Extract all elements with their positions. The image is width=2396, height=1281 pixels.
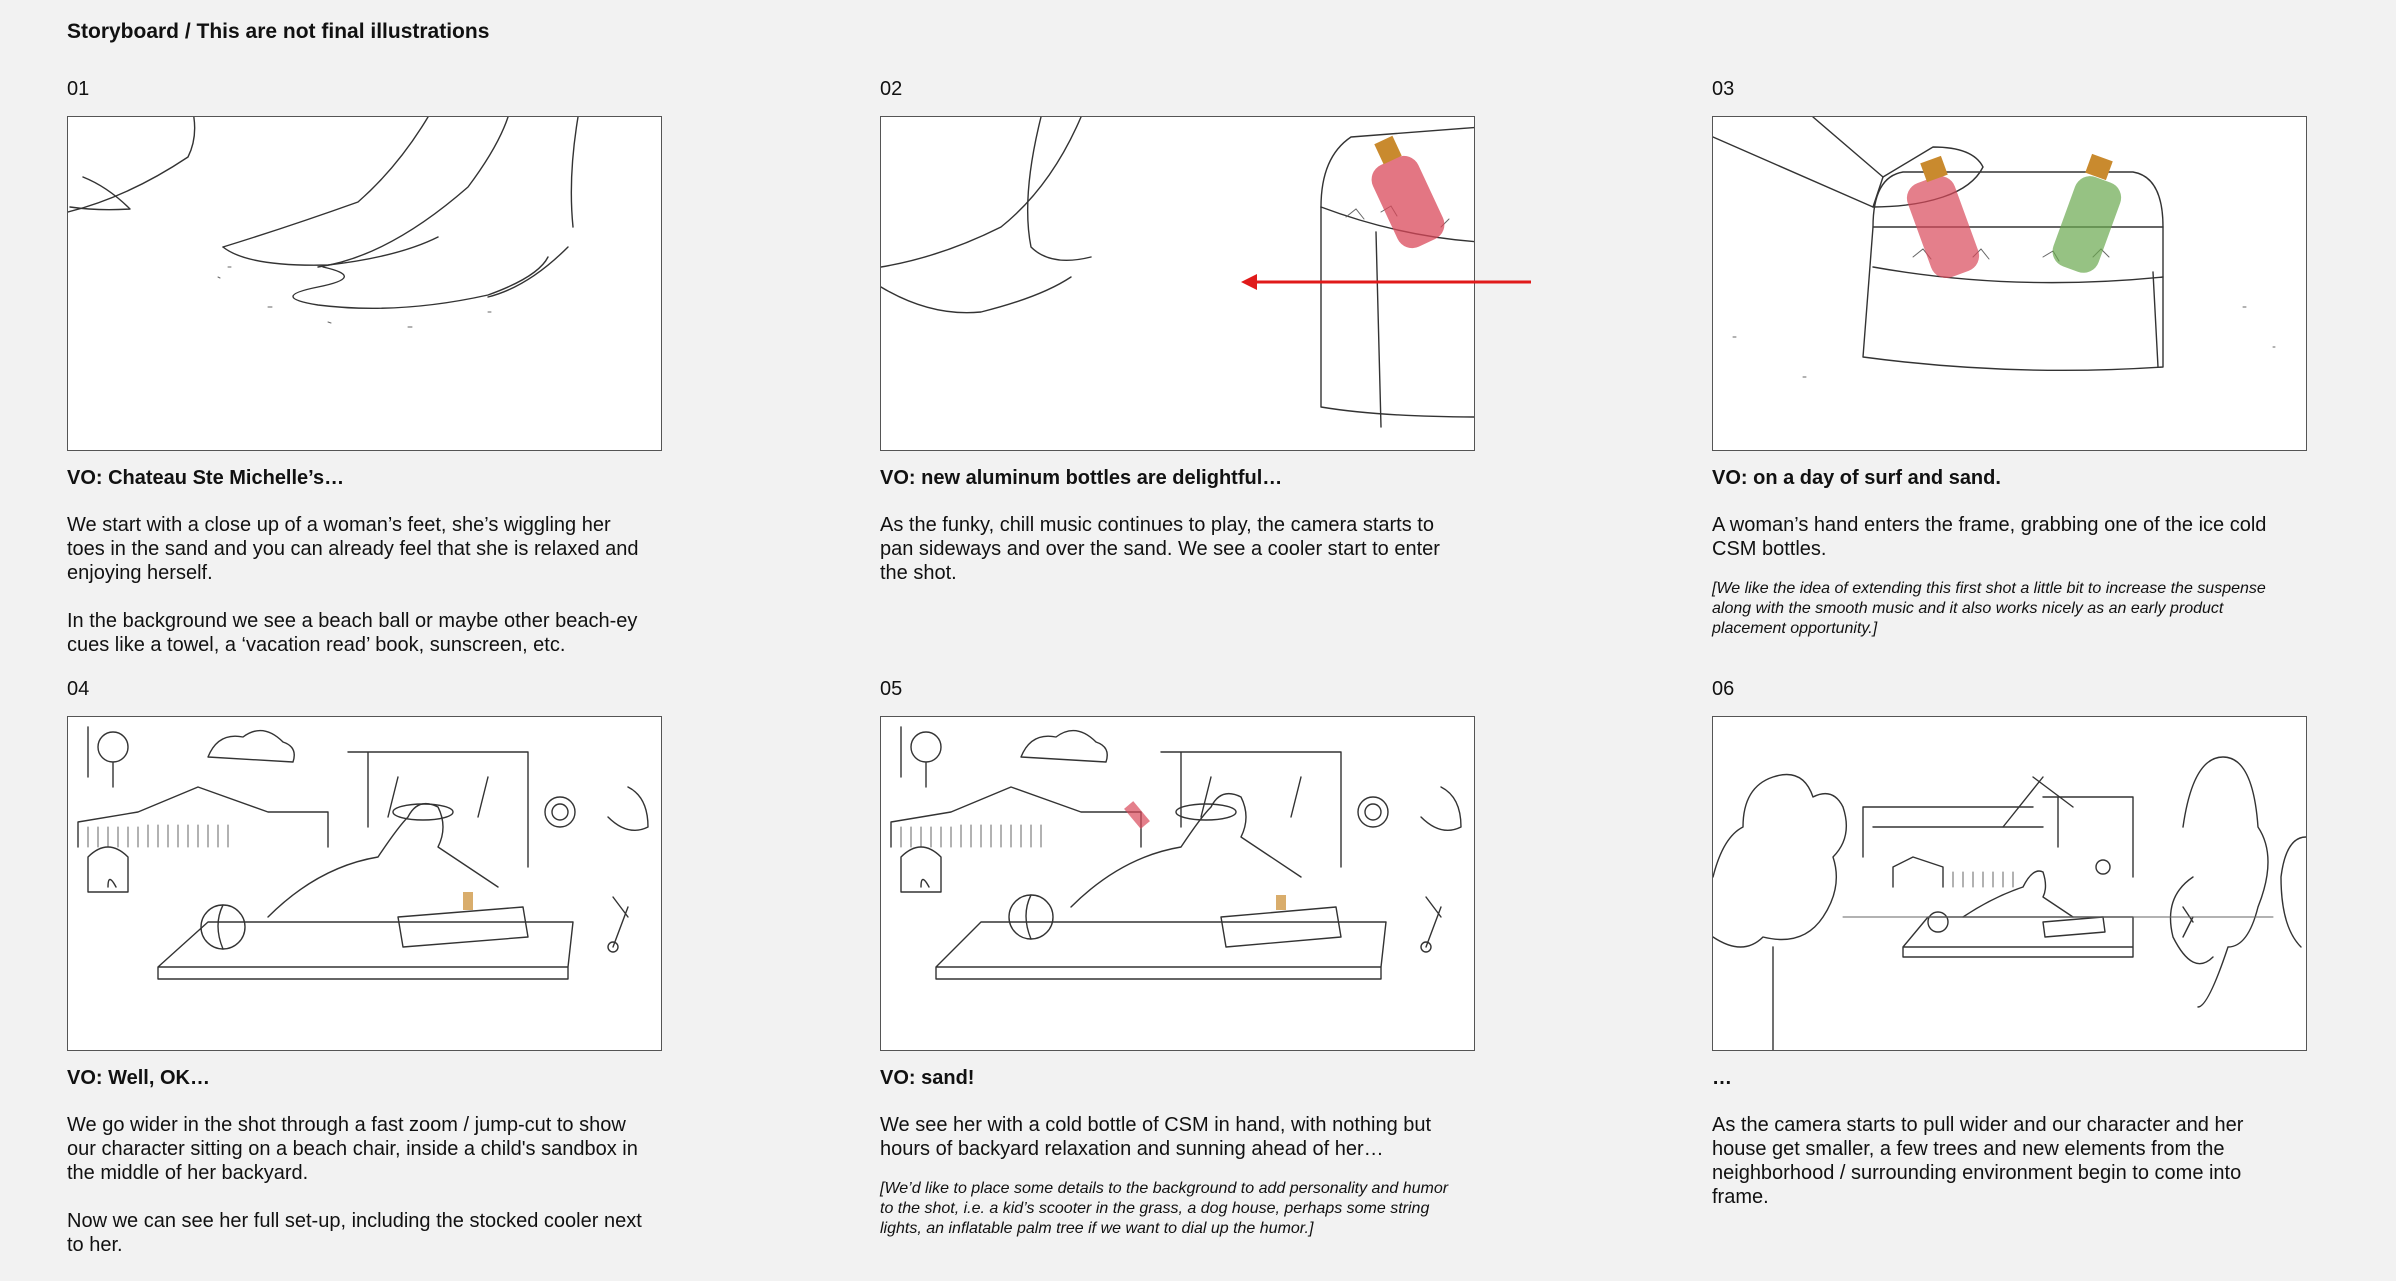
panel-description xyxy=(67,513,642,657)
panel-illustration-sandbox xyxy=(67,716,662,1051)
pan-direction-arrow-icon xyxy=(1241,267,1541,297)
panel-description xyxy=(1712,513,2287,561)
panel-illustration-sandbox-bottle xyxy=(880,716,1475,1051)
description-paragraph: Now we can see her full set-up, including the stocked cooler next to her. xyxy=(67,1210,642,1256)
panel-illustration-wide-neighborhood xyxy=(1712,716,2307,1051)
panel-description xyxy=(880,513,1455,585)
panel-description xyxy=(1712,1113,2287,1209)
description-paragraph: We go wider in the shot through a fast zoom / jump-cut to show our character sitting on a beach chair, inside a child's sandbox in the middle of her backyard. xyxy=(67,1114,638,1184)
bottle-red xyxy=(1902,156,1983,283)
voiceover-line: VO: Chateau Ste Michelle’s… xyxy=(67,467,345,489)
panel-number: 05 xyxy=(880,678,903,700)
panel-number: 02 xyxy=(880,78,903,100)
panel-description xyxy=(880,1113,1455,1161)
sketch-hand-grabbing-bottle xyxy=(1713,117,2306,450)
panel-illustration-feet-cooler xyxy=(880,116,1475,451)
production-note: [We like the idea of extending this first shot a little bit to increase the suspense along with the smooth music and it also works nicely as an early product placement opportunity.] xyxy=(1712,580,2266,637)
production-note: [We’d like to place some details to the background to add personality and humor to the shot, i.e. a kid’s scooter in the grass, a dog house, perhaps some string lights, an inflatable palm tree if we want to dial up the humor.] xyxy=(880,1180,1449,1237)
sketch-woman-in-sandbox xyxy=(68,717,661,1050)
voiceover-line: VO: on a day of surf and sand. xyxy=(1712,467,2001,489)
panel-number: 03 xyxy=(1712,78,1735,100)
storyboard-panel-02 xyxy=(880,78,1475,609)
storyboard-panel-03 xyxy=(1712,78,2307,639)
sketch-neighborhood-wide xyxy=(1713,717,2306,1050)
sketch-feet-beach-ball xyxy=(68,117,661,450)
voiceover-line: VO: new aluminum bottles are delightful… xyxy=(880,467,1283,489)
voiceover-line: VO: sand! xyxy=(880,1067,975,1089)
bottle-red xyxy=(1366,136,1449,254)
page-title: Storyboard / This are not final illustrations xyxy=(67,20,490,43)
panel-number: 01 xyxy=(67,78,90,100)
description-paragraph: We see her with a cold bottle of CSM in hand, with nothing but hours of backyard relaxation and sunning ahead of her… xyxy=(880,1114,1432,1160)
storyboard-panel-01 xyxy=(67,78,662,681)
storyboard-panel-05 xyxy=(880,678,1475,1239)
description-paragraph: A woman’s hand enters the frame, grabbing one of the ice cold CSM bottles. xyxy=(1712,514,2267,560)
panel-illustration-feet-beach-ball xyxy=(67,116,662,451)
storyboard-panel-04 xyxy=(67,678,662,1281)
description-paragraph: In the background we see a beach ball or maybe other beach-ey cues like a towel, a ‘vacation read’ book, sunscreen, etc. xyxy=(67,610,638,656)
description-paragraph: We start with a close up of a woman’s feet, she’s wiggling her toes in the sand and you can already feel that she is relaxed and enjoying herself. xyxy=(67,514,639,584)
storyboard-panel-06 xyxy=(1712,678,2307,1233)
description-paragraph: As the funky, chill music continues to play, the camera starts to pan sideways and over the sand. We see a cooler start to enter the shot. xyxy=(880,514,1440,584)
panel-number: 04 xyxy=(67,678,90,700)
voiceover-line: … xyxy=(1712,1067,1732,1089)
sketch-woman-holding-bottle xyxy=(881,717,1474,1050)
description-paragraph: As the camera starts to pull wider and our character and her house get smaller, a few trees and new elements from the neighborhood / surrounding environment begin to come into frame. xyxy=(1712,1114,2244,1208)
panel-illustration-hand-cooler xyxy=(1712,116,2307,451)
panel-number: 06 xyxy=(1712,678,1735,700)
panel-description xyxy=(67,1113,642,1257)
voiceover-line: VO: Well, OK… xyxy=(67,1067,210,1089)
